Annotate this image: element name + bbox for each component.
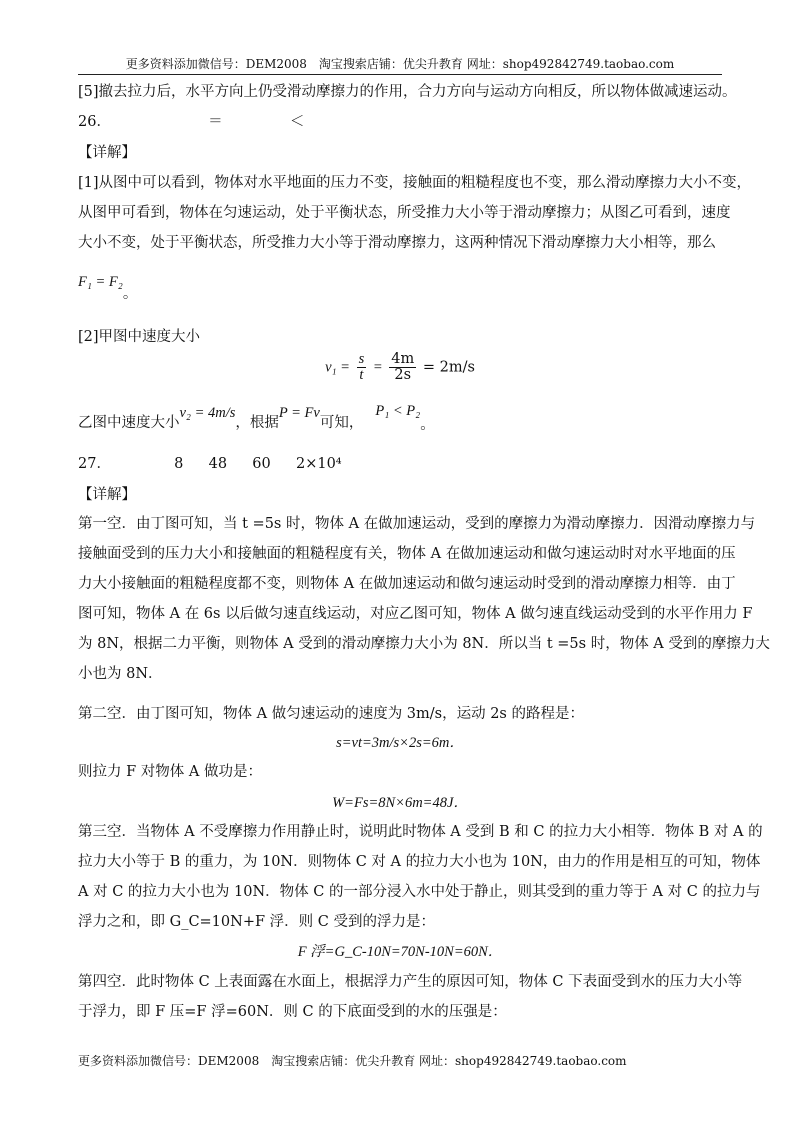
q27-answer-2: 48	[208, 456, 228, 472]
para-line: 浮力之和，即 G_C=10N+F 浮．则 C 受到的浮力是：	[78, 914, 435, 930]
header-rule	[78, 74, 722, 75]
para-line: 接触面受到的压力大小和接触面的粗糙程度有关，物体 A 在做加速运动和做匀速运动时对水平地面的压	[78, 546, 736, 562]
para-line: A 对 C 的拉力大小也为 10N．物体 C 的一部分浸入水中处于静止，则其受到的重力等于 A 对 C 的拉力与	[78, 884, 761, 900]
frac-denominator: t	[359, 367, 364, 383]
equation-distance: s=vt=3m/s×2s=6m．	[336, 735, 464, 751]
para-line: 从图甲可看到，物体在匀速运动，处于平衡状态，所受推力大小等于滑动摩擦力；从图乙可看到，速度	[78, 205, 731, 221]
answer-line-5: [5]撤去拉力后，水平方向上仍受滑动摩擦力的作用，合力方向与运动方向相反，所以物体做减速运动。	[78, 84, 737, 100]
v1-lhs: v₁ =	[325, 359, 350, 376]
equals-sign: =	[372, 359, 383, 376]
equation-buoyancy: F 浮=G_C-10N=70N-10N=60N．	[297, 944, 503, 960]
para-line: [1]从图中可以看到，物体对水平地面的压力不变，接触面的粗糙程度也不变，那么滑动摩擦力大小不变，	[78, 175, 752, 191]
frac-denominator: 2s	[394, 367, 412, 383]
para-line: 拉力大小等于 B 的重力，为 10N．则物体 C 对 A 的拉力大小也为 10N，由力的作用是相互的可知，物体	[78, 854, 761, 870]
v2-expression: v₂ = 4m/s	[179, 405, 236, 421]
detail-heading-1: 【详解】	[78, 145, 136, 161]
para-line: 则拉力 F 对物体 A 做功是：	[78, 764, 262, 780]
para-line: 第四空．此时物体 C 上表面露在水面上，根据浮力产生的原因可知，物体 C 下表面受到水的压力大小等	[78, 974, 743, 990]
period-mark: 。	[420, 417, 435, 433]
power-formula: P = Fv	[278, 405, 320, 421]
text-seg: 可知，	[319, 415, 364, 431]
para-line: 第一空．由丁图可知，当 t =5s 时，物体 A 在做加速运动，受到的摩擦力为滑动摩擦力．因滑动摩擦力与	[78, 516, 756, 532]
q27-answer-3: 60	[252, 456, 271, 472]
fraction-4m-over-2s	[389, 352, 416, 383]
q27-answer-1: 8	[174, 456, 184, 472]
f1-equals-f2: F₁ = F₂	[78, 274, 123, 290]
detail-heading-2: 【详解】	[78, 487, 136, 503]
para-line: 力大小接触面的粗糙程度都不变，则物体 A 在做加速运动和做匀速运动时受到的滑动摩擦力相等．由丁	[78, 576, 736, 592]
para-line: 图可知，物体 A 在 6s 以后做匀速直线运动，对应乙图可知，物体 A 做匀速直线运动受到的水平作用力 F	[78, 606, 753, 622]
q26-answer-2: ＜	[289, 114, 305, 130]
frac-numerator: 4m	[391, 351, 415, 367]
text-seg: 乙图中速度大小	[78, 415, 180, 431]
period-mark: 。	[122, 286, 138, 302]
q26-answers	[78, 110, 304, 131]
q27-answers	[78, 452, 342, 473]
para-line: 大小不变，处于平衡状态，所受推力大小等于滑动摩擦力，这两种情况下滑动摩擦力大小相等，那么	[78, 235, 716, 251]
q26-number: 26．	[78, 114, 111, 130]
para-line: 第二空．由丁图可知，物体 A 做匀速运动的速度为 3m/s，运动 2s 的路程是：	[78, 706, 584, 722]
q27-number: 27．	[78, 456, 111, 472]
q26-answer-1: ＝	[208, 114, 223, 130]
q27-answer-4: 2×10⁴	[295, 456, 342, 472]
para-line-v2	[78, 403, 435, 433]
page-footer: 更多资料添加微信号：DEM2008 淘宝搜索店铺：优尖升教育 网址：shop492842749.taobao.com	[78, 1054, 627, 1068]
equation-work: W=Fs=8N×6m=48J．	[332, 795, 468, 811]
para-line: 第三空．当物体 A 不受摩擦力作用静止时，说明此时物体 A 受到 B 和 C 的拉力大小相等．物体 B 对 A 的	[78, 824, 763, 840]
p1-less-p2: P₁ < P₂	[375, 403, 421, 419]
equation-f1-f2	[78, 270, 138, 302]
para-line: [2]甲图中速度大小	[78, 329, 201, 345]
text-seg: ，根据	[235, 415, 279, 431]
para-line: 为 8N，根据二力平衡，则物体 A 受到的滑动摩擦力大小为 8N．所以当 t =5s 时，物体 A 受到的摩擦力大	[78, 636, 770, 652]
frac-numerator: s	[358, 351, 365, 367]
para-line: 小也为 8N．	[78, 666, 163, 682]
v1-result: = 2m/s	[422, 359, 475, 376]
para-line: 于浮力，即 F 压=F 浮=60N．则 C 的下底面受到的水的压强是：	[78, 1004, 507, 1020]
page-header: 更多资料添加微信号：DEM2008 淘宝搜索店铺：优尖升教育 网址：shop492842749.taobao.com	[125, 57, 675, 71]
equation-v1	[0, 352, 800, 383]
fraction-s-over-t	[357, 352, 367, 383]
